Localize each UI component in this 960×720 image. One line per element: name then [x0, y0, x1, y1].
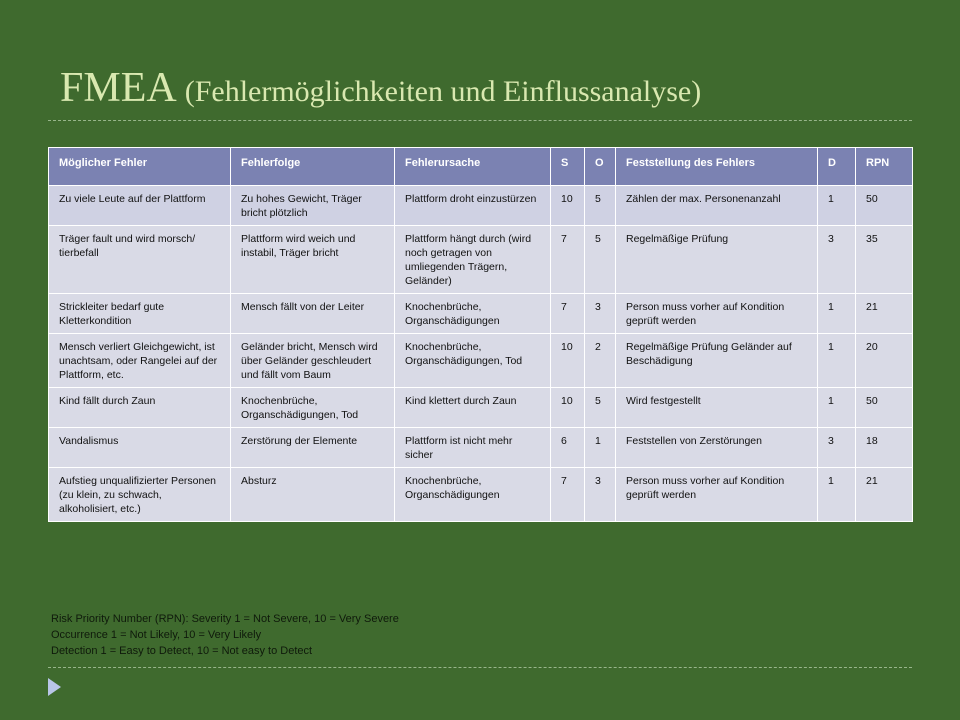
column-header: Möglicher Fehler: [49, 148, 231, 186]
table-cell: Plattform wird weich und instabil, Träger bricht: [231, 226, 395, 294]
slide-title-subtitle: (Fehlermöglichkeiten und Einflussanalyse): [184, 75, 702, 108]
table-row: [49, 294, 913, 334]
table-cell: 3: [818, 226, 856, 294]
table-row: [49, 428, 913, 468]
table-cell: 21: [856, 294, 913, 334]
table-row: [49, 186, 913, 226]
table-cell: Zu hohes Gewicht, Träger bricht plötzlich: [231, 186, 395, 226]
rpn-legend: [51, 611, 399, 659]
table-cell: Plattform droht einzustürzen: [395, 186, 551, 226]
table-cell: 1: [818, 186, 856, 226]
table-header-row: [49, 148, 913, 186]
table-row: [49, 226, 913, 294]
table-cell: Absturz: [231, 468, 395, 522]
table-cell: Plattform hängt durch (wird noch getragen von umliegenden Trägern, Geländer): [395, 226, 551, 294]
column-header: RPN: [856, 148, 913, 186]
column-header: Feststellung des Fehlers: [616, 148, 818, 186]
table-cell: 21: [856, 468, 913, 522]
slide-title-main: FMEA: [60, 65, 177, 111]
column-header: D: [818, 148, 856, 186]
table-cell: 5: [585, 226, 616, 294]
table-cell: Knochenbrüche, Organschädigungen: [395, 294, 551, 334]
table-cell: Plattform ist nicht mehr sicher: [395, 428, 551, 468]
table-cell: Knochenbrüche, Organschädigungen: [395, 468, 551, 522]
column-header: Fehlerfolge: [231, 148, 395, 186]
table-cell: 10: [551, 388, 585, 428]
table-cell: Mensch fällt von der Leiter: [231, 294, 395, 334]
slide-title: [60, 64, 701, 112]
column-header: O: [585, 148, 616, 186]
table-cell: Zählen der max. Personenanzahl: [616, 186, 818, 226]
table-cell: 5: [585, 388, 616, 428]
table-cell: Zerstörung der Elemente: [231, 428, 395, 468]
table-cell: 10: [551, 334, 585, 388]
table-cell: Kind klettert durch Zaun: [395, 388, 551, 428]
table-body: [49, 186, 913, 522]
table-cell: 1: [818, 294, 856, 334]
table-cell: Person muss vorher auf Kondition geprüft werden: [616, 468, 818, 522]
table-cell: 3: [585, 294, 616, 334]
table-cell: 18: [856, 428, 913, 468]
table-cell: Träger fault und wird morsch/ tierbefall: [49, 226, 231, 294]
table-cell: Mensch verliert Gleichgewicht, ist unachtsam, oder Rangelei auf der Plattform, etc.: [49, 334, 231, 388]
table-cell: 5: [585, 186, 616, 226]
table-cell: 6: [551, 428, 585, 468]
table-cell: Knochenbrüche, Organschädigungen, Tod: [231, 388, 395, 428]
table-cell: 50: [856, 388, 913, 428]
top-divider: [48, 120, 912, 121]
legend-detection: Detection 1 = Easy to Detect, 10 = Not easy to Detect: [51, 645, 313, 657]
table-cell: 10: [551, 186, 585, 226]
legend-severity: Risk Priority Number (RPN): Severity 1 = Not Severe, 10 = Very Severe: [51, 613, 399, 625]
table-cell: 1: [818, 468, 856, 522]
table-cell: 3: [818, 428, 856, 468]
table-cell: Feststellen von Zerstörungen: [616, 428, 818, 468]
table-cell: Aufstieg unqualifizierter Personen (zu klein, zu schwach, alkoholisiert, etc.): [49, 468, 231, 522]
table-cell: 7: [551, 294, 585, 334]
legend-occurrence: Occurrence 1 = Not Likely, 10 = Very Likely: [51, 629, 262, 641]
table-cell: 35: [856, 226, 913, 294]
table-cell: 1: [585, 428, 616, 468]
table-cell: Regelmäßige Prüfung Geländer auf Beschädigung: [616, 334, 818, 388]
table-cell: 7: [551, 226, 585, 294]
column-header: Fehlerursache: [395, 148, 551, 186]
table-row: [49, 468, 913, 522]
table-cell: Knochenbrüche, Organschädigungen, Tod: [395, 334, 551, 388]
table-cell: 7: [551, 468, 585, 522]
table-row: [49, 334, 913, 388]
table-cell: Person muss vorher auf Kondition geprüft werden: [616, 294, 818, 334]
table-cell: Wird festgestellt: [616, 388, 818, 428]
fmea-table: [48, 147, 913, 522]
table-cell: Strickleiter bedarf gute Kletterkondition: [49, 294, 231, 334]
table-cell: Geländer bricht, Mensch wird über Geländer geschleudert und fällt vom Baum: [231, 334, 395, 388]
table-cell: Zu viele Leute auf der Plattform: [49, 186, 231, 226]
table-row: [49, 388, 913, 428]
table-cell: 20: [856, 334, 913, 388]
next-slide-arrow-icon[interactable]: [48, 678, 61, 696]
bottom-divider: [48, 667, 912, 668]
table-cell: 1: [818, 334, 856, 388]
table-cell: Vandalismus: [49, 428, 231, 468]
table-cell: 2: [585, 334, 616, 388]
table-cell: Regelmäßige Prüfung: [616, 226, 818, 294]
column-header: S: [551, 148, 585, 186]
table-cell: Kind fällt durch Zaun: [49, 388, 231, 428]
table-cell: 1: [818, 388, 856, 428]
table-cell: 50: [856, 186, 913, 226]
table-cell: 3: [585, 468, 616, 522]
